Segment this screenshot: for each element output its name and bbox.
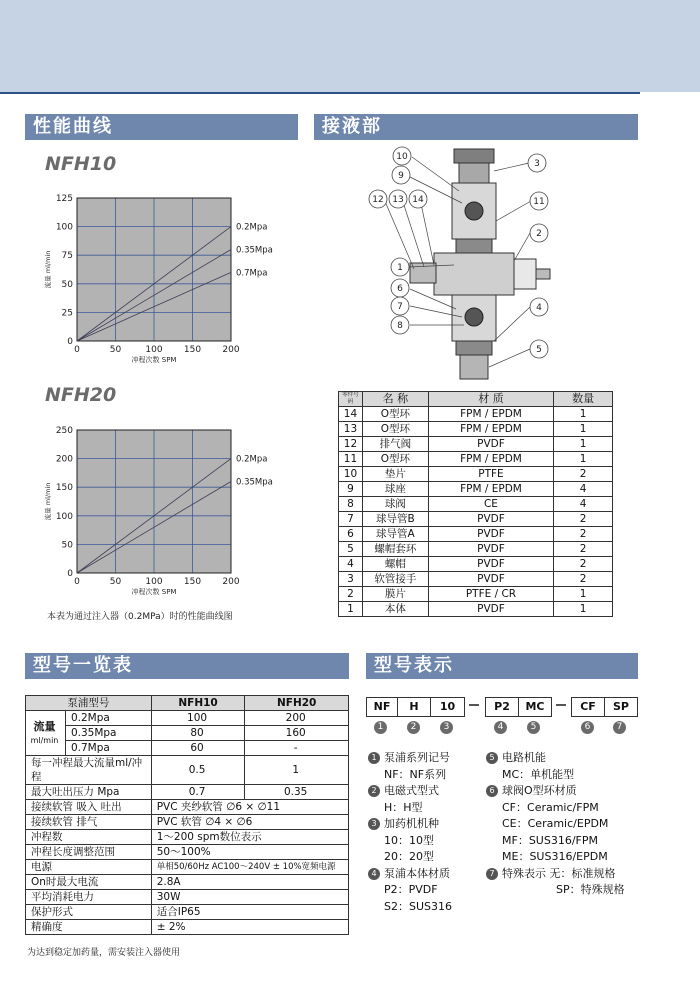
parts-row	[339, 437, 613, 452]
spec-label: 冲程数	[26, 830, 152, 845]
legend-title: 特殊表示 无：标准规格	[502, 866, 616, 880]
pump-head-diagram	[314, 141, 638, 384]
legend-title: 电路机能	[502, 751, 546, 764]
part-material: PVDF	[428, 527, 554, 542]
parts-row	[339, 497, 613, 512]
legend-number: 3	[368, 818, 380, 830]
parts-row	[339, 542, 613, 557]
part-material: FPM / EPDM	[428, 482, 554, 497]
y-tick-label: 125	[55, 194, 73, 204]
legend-item	[368, 866, 486, 883]
legend-title: 加药机机种	[384, 817, 439, 830]
part-material: PVDF	[428, 572, 554, 587]
spec-label: 最大吐出压力 Mpa	[26, 785, 152, 800]
part-no: 10	[339, 467, 363, 482]
legend-number: 1	[368, 752, 380, 764]
part-name: 垫片	[362, 467, 428, 482]
legend-sub: SP：特殊规格	[556, 883, 625, 896]
header-rule	[0, 92, 640, 94]
part-name: 球导管A	[362, 527, 428, 542]
y-axis-label: 流量 ml/min	[44, 482, 52, 521]
part-name: 球阀	[362, 497, 428, 512]
flow-nfh20: -	[245, 741, 349, 756]
part-qty: 1	[554, 407, 613, 422]
part-name: 球座	[362, 482, 428, 497]
legend-sub: CF：Ceramic/FPM	[502, 800, 599, 814]
legend-item	[486, 783, 638, 800]
callout-label: 13	[392, 195, 404, 205]
code-box-cf: CF	[572, 698, 605, 716]
section-performance-curve: 性能曲线	[25, 114, 298, 140]
spec-label: 冲程长度调整范围	[26, 845, 152, 860]
part-name: 螺帽	[362, 557, 428, 572]
part-name: 球导管B	[362, 512, 428, 527]
spec-row	[26, 845, 349, 860]
part-name: 排气阀	[362, 437, 428, 452]
series-label: 0.2Mpa	[236, 454, 268, 465]
code-number-6: 6	[581, 721, 594, 734]
spec-value: 2.8A	[151, 875, 348, 890]
spec-value: PVC 夹纱软管 ∅6 × ∅11	[151, 800, 348, 815]
callout-label: 14	[412, 195, 424, 205]
x-tick-label: 150	[183, 345, 202, 355]
y-tick-label: 0	[67, 569, 73, 579]
x-tick-label: 100	[145, 577, 163, 587]
code-number-3: 3	[440, 721, 453, 734]
spec-nfh10: 0.7	[151, 785, 245, 800]
code-box-p2: P2	[486, 698, 519, 716]
chart-title-nfh20: NFH20	[45, 384, 117, 406]
part-qty: 2	[554, 557, 613, 572]
y-tick-label: 50	[61, 279, 73, 290]
section-model-list: 型号一览表	[25, 653, 349, 679]
part-qty: 1	[554, 437, 613, 452]
part-material: PVDF	[428, 602, 554, 617]
part-no: 6	[339, 527, 363, 542]
spec-value: 单相50/60Hz AC100～240V ± 10%宽频电源	[151, 860, 348, 875]
spec-row	[26, 860, 349, 875]
part-qty: 4	[554, 482, 613, 497]
part-name: O型环	[362, 422, 428, 437]
series-label: 0.7Mpa	[236, 268, 268, 279]
series-label: 0.35Mpa	[236, 245, 273, 256]
legend-sub: CE：Ceramic/EPDM	[502, 817, 609, 830]
parts-table	[338, 391, 613, 617]
callout-label: 12	[372, 195, 384, 205]
parts-row	[339, 527, 613, 542]
chart-title-nfh10: NFH10	[45, 153, 117, 175]
x-tick-label: 100	[145, 345, 163, 355]
x-tick-label: 200	[222, 345, 240, 355]
spec-value: 适合IP65	[151, 905, 348, 920]
code-dash	[469, 704, 479, 706]
part-material: PVDF	[428, 557, 554, 572]
legend-sub: MF：SUS316/FPM	[502, 833, 598, 847]
callout-label: 8	[397, 321, 403, 331]
flow-pressure: 0.35Mpa	[65, 726, 151, 741]
x-tick-label: 50	[109, 577, 122, 587]
spec-label: 平均消耗电力	[26, 890, 152, 905]
spec-label: 接续软管 吸入 吐出	[26, 800, 152, 815]
nfh10-chart	[40, 180, 298, 372]
part-material: PVDF	[428, 542, 554, 557]
code-box-mc: MC	[525, 700, 545, 713]
parts-row	[339, 602, 613, 617]
part-material: PTFE	[428, 467, 554, 482]
code-number-7: 7	[613, 721, 626, 734]
header-nfh10: NFH10	[151, 696, 245, 711]
legend-sub: S2：SUS316	[384, 899, 452, 913]
x-tick-label: 0	[74, 577, 80, 587]
series-label: 0.2Mpa	[236, 222, 268, 233]
part-material: PVDF	[428, 437, 554, 452]
x-tick-label: 200	[222, 577, 240, 587]
x-tick-label: 50	[109, 345, 122, 355]
flow-label-cell	[26, 711, 66, 756]
series-label: 0.35Mpa	[236, 477, 273, 488]
section-model-code: 型号表示	[366, 653, 638, 679]
code-dash	[556, 704, 566, 706]
spec-label: 接续软管 排气	[26, 815, 152, 830]
spec-label: 精确度	[26, 920, 152, 935]
callout-label: 5	[536, 345, 542, 355]
part-qty: 2	[554, 572, 613, 587]
code-box-h: H	[398, 698, 431, 716]
flow-nfh10: 80	[151, 726, 245, 741]
part-qty: 1	[554, 452, 613, 467]
part-no: 11	[339, 452, 363, 467]
x-tick-label: 0	[74, 345, 80, 355]
part-no: 8	[339, 497, 363, 512]
spec-row	[26, 890, 349, 905]
spec-row	[26, 920, 349, 935]
spec-row	[26, 875, 349, 890]
part-qty: 2	[554, 527, 613, 542]
y-tick-label: 0	[67, 337, 73, 347]
y-tick-label: 250	[55, 426, 73, 436]
y-axis-label: 流量 ml/min	[44, 250, 52, 289]
legend-sub: MC：单机能型	[502, 767, 575, 781]
spec-value: ± 2%	[151, 920, 348, 935]
x-axis-label: 冲程次数 SPM	[131, 588, 177, 596]
spec-row	[26, 815, 349, 830]
header-name: 名 称	[362, 392, 428, 407]
part-name: O型环	[362, 452, 428, 467]
legend-left	[368, 750, 486, 915]
part-name: 螺帽套环	[362, 542, 428, 557]
legend-title: 泵浦本体材质	[384, 866, 450, 880]
callout-label: 9	[398, 171, 404, 181]
callout-label: 4	[536, 303, 542, 313]
spec-label: 每一冲程最大流量ml/冲程	[26, 756, 152, 785]
part-material: FPM / EPDM	[428, 422, 554, 437]
part-no: 13	[339, 422, 363, 437]
code-box-10: 10	[439, 700, 456, 713]
part-no: 9	[339, 482, 363, 497]
header-nfh20: NFH20	[245, 696, 349, 711]
parts-row	[339, 452, 613, 467]
legend-sub: 10：10型	[384, 833, 434, 847]
legend-number: 7	[486, 868, 498, 880]
parts-row	[339, 587, 613, 602]
code-number-5: 5	[527, 721, 540, 734]
header-pump-model: 泵浦型号	[26, 696, 152, 711]
curve-note: 本表为通过注入器（0.2MPa）时的性能曲线图	[47, 612, 233, 622]
y-tick-label: 100	[55, 222, 73, 233]
legend-title: 球阀O型环材质	[502, 784, 577, 797]
part-name: O型环	[362, 407, 428, 422]
code-box-sp: SP	[613, 700, 629, 713]
header-part-no: 零件号码	[339, 392, 363, 407]
flow-nfh20: 160	[245, 726, 349, 741]
parts-row	[339, 467, 613, 482]
part-qty: 2	[554, 467, 613, 482]
spec-label: 保护形式	[26, 905, 152, 920]
part-material: FPM / EPDM	[428, 452, 554, 467]
spec-value: 30W	[151, 890, 348, 905]
part-no: 3	[339, 572, 363, 587]
parts-row	[339, 572, 613, 587]
legend-number: 4	[368, 868, 380, 880]
callout-label: 3	[534, 159, 540, 169]
header-material: 材 质	[428, 392, 554, 407]
part-qty: 2	[554, 512, 613, 527]
legend-title: 电磁式型式	[384, 784, 439, 797]
legend-sub: P2：PVDF	[384, 883, 438, 896]
legend-number: 5	[486, 752, 498, 764]
part-qty: 1	[554, 587, 613, 602]
parts-row	[339, 482, 613, 497]
part-name: 膜片	[362, 587, 428, 602]
legend-sub: NF：NF系列	[384, 767, 447, 781]
part-no: 12	[339, 437, 363, 452]
flow-label: 流量	[33, 719, 56, 733]
part-no: 1	[339, 602, 363, 617]
parts-row	[339, 407, 613, 422]
y-tick-label: 75	[61, 251, 73, 262]
parts-header-row	[339, 392, 613, 407]
code-number-1: 1	[374, 721, 387, 734]
flow-nfh20: 200	[245, 711, 349, 726]
legend-item	[368, 816, 486, 833]
callout-label: 10	[396, 152, 408, 162]
legend-title: 泵浦系列记号	[384, 751, 450, 764]
part-material: PVDF	[428, 512, 554, 527]
code-number-2: 2	[407, 721, 420, 734]
legend-number: 2	[368, 785, 380, 797]
flow-nfh10: 100	[151, 711, 245, 726]
code-group-2	[485, 697, 552, 717]
spec-label: On时最大电流	[26, 875, 152, 890]
y-tick-label: 150	[55, 483, 73, 494]
flow-unit: ml/min	[30, 735, 59, 745]
part-name: 本体	[362, 602, 428, 617]
legend-number: 6	[486, 785, 498, 797]
x-axis-label: 冲程次数 SPM	[131, 356, 177, 364]
legend-right	[486, 750, 638, 899]
spec-value: 50～100%	[151, 845, 348, 860]
model-note: 为达到稳定加药量，需安装注入器使用	[27, 948, 181, 958]
legend-item	[486, 750, 638, 767]
parts-row	[339, 512, 613, 527]
spec-label: 电源	[26, 860, 152, 875]
part-no: 7	[339, 512, 363, 527]
part-no: 4	[339, 557, 363, 572]
part-no: 5	[339, 542, 363, 557]
section-wetted-parts: 接液部	[314, 114, 638, 140]
part-qty: 2	[554, 542, 613, 557]
part-no: 14	[339, 407, 363, 422]
spec-row	[26, 756, 349, 785]
flow-nfh10: 60	[151, 741, 245, 756]
part-name: 软管接手	[362, 572, 428, 587]
header-band	[0, 0, 700, 92]
spec-nfh20: 1	[245, 756, 349, 785]
parts-row	[339, 422, 613, 437]
parts-row	[339, 557, 613, 572]
part-qty: 1	[554, 602, 613, 617]
part-material: PTFE / CR	[428, 587, 554, 602]
part-qty: 1	[554, 422, 613, 437]
x-tick-label: 150	[183, 577, 202, 587]
code-group-3	[571, 697, 638, 717]
spec-row	[26, 800, 349, 815]
code-box-nf: NF	[367, 698, 398, 716]
y-tick-label: 100	[55, 511, 73, 522]
flow-pressure: 0.7Mpa	[65, 741, 151, 756]
spec-row	[26, 830, 349, 845]
spec-row	[26, 905, 349, 920]
code-number-4: 4	[494, 721, 507, 734]
flow-pressure: 0.2Mpa	[65, 711, 151, 726]
spec-value: PVC 软管 ∅4 × ∅6	[151, 815, 348, 830]
spec-nfh20: 0.35	[245, 785, 349, 800]
part-material: FPM / EPDM	[428, 407, 554, 422]
callout-label: 7	[397, 302, 403, 312]
header-qty: 数量	[554, 392, 613, 407]
callout-label: 6	[397, 284, 403, 294]
callout-label: 2	[536, 229, 542, 239]
part-qty: 4	[554, 497, 613, 512]
model-table	[25, 695, 349, 935]
y-tick-label: 50	[61, 540, 73, 551]
spec-nfh10: 0.5	[151, 756, 245, 785]
spec-value: 1～200 spm数位表示	[151, 830, 348, 845]
legend-item	[368, 750, 486, 767]
y-tick-label: 200	[55, 454, 73, 465]
spec-row	[26, 785, 349, 800]
callout-label: 1	[397, 263, 403, 273]
legend-sub: ME：SUS316/EPDM	[502, 850, 608, 863]
legend-sub: H：H型	[384, 800, 423, 814]
legend-item	[486, 866, 638, 883]
code-group-1	[366, 697, 465, 717]
callout-label: 11	[533, 197, 545, 207]
legend-item	[368, 783, 486, 800]
legend-sub: 20：20型	[384, 850, 434, 863]
y-tick-label: 25	[61, 308, 73, 319]
nfh20-chart	[40, 412, 298, 604]
part-no: 2	[339, 587, 363, 602]
part-material: CE	[428, 497, 554, 512]
